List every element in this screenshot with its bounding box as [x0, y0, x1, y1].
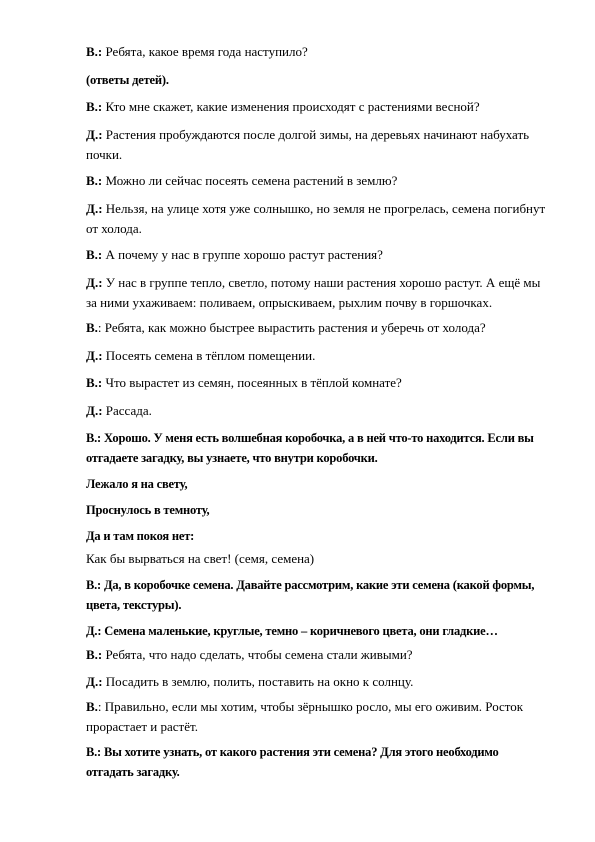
paragraph-23 — [86, 742, 546, 782]
paragraph-text: Растения пробуждаются после долгой зимы, на деревьях начинают набухать почки. — [86, 127, 530, 162]
paragraph-22 — [86, 697, 546, 737]
paragraph-13 — [86, 428, 546, 468]
paragraph-text: Ребята, какое время года наступило? — [102, 44, 308, 59]
paragraph-9 — [86, 318, 546, 338]
speaker-label: В.: — [86, 647, 103, 662]
paragraph-text: Хорошо. У меня есть волшебная коробочка, а в ней что-то находится. Если вы отгадаете загадку, вы узнаете, что внутри коробочки. — [86, 431, 534, 465]
paragraph-text: : Ребята, как можно быстрее вырастить растения и уберечь от холода? — [97, 320, 486, 335]
paragraph-text: (ответы детей). — [86, 73, 169, 87]
riddle-line-2 — [86, 500, 546, 520]
paragraph-text: У нас в группе тепло, светло, потому наши растения хорошо растут. А ещё мы за ними ухаживаем: поливаем, опрыскиваем, рыхлим почву в горшочках. — [86, 275, 541, 310]
speaker-label: В.: — [86, 578, 102, 592]
paragraph-text: Можно ли сейчас посеять семена растений в землю? — [102, 173, 398, 188]
speaker-label: В.: — [86, 745, 102, 759]
speaker-label: В.: — [86, 375, 103, 390]
paragraph-text: Посадить в землю, полить, поставить на окно к солнцу. — [102, 674, 414, 689]
paragraph-20 — [86, 645, 546, 665]
speaker-label: В.: — [86, 99, 103, 114]
paragraph-7 — [86, 245, 546, 265]
riddle-line-1 — [86, 474, 546, 494]
paragraph-5 — [86, 171, 546, 191]
speaker-label: В.: — [86, 431, 102, 445]
speaker-label: В. — [86, 320, 98, 335]
paragraph-text: Да, в коробочке семена. Давайте рассмотрим, какие эти семена (какой формы, цвета, текстуры). — [86, 578, 535, 612]
paragraph-text: Ребята, что надо сделать, чтобы семена стали живыми? — [102, 647, 413, 662]
paragraph-text: Кто мне скажет, какие изменения происходят с растениями весной? — [102, 99, 480, 114]
speaker-label: В. — [86, 699, 98, 714]
speaker-label: В.: — [86, 173, 103, 188]
speaker-label: В.: — [86, 44, 103, 59]
paragraph-12 — [86, 401, 546, 421]
paragraph-4 — [86, 125, 546, 165]
riddle-line-3 — [86, 526, 546, 546]
paragraph-text: Рассада. — [102, 403, 152, 418]
paragraph-21 — [86, 672, 546, 692]
riddle-line-4 — [86, 549, 546, 569]
paragraph-text: Вы хотите узнать, от какого растения эти семена? Для этого необходимо отгадать загадку. — [86, 745, 499, 779]
paragraph-text: Посеять семена в тёплом помещении. — [102, 348, 316, 363]
paragraph-19 — [86, 621, 546, 641]
speaker-label: Д.: — [86, 624, 102, 638]
paragraph-text: Проснулось в темноту, — [86, 503, 210, 517]
speaker-label: В.: — [86, 247, 103, 262]
paragraph-18 — [86, 575, 546, 615]
paragraph-8 — [86, 273, 546, 313]
paragraph-text: Нельзя, на улице хотя уже солнышко, но земля не прогрелась, семена погибнут от холода. — [86, 201, 546, 236]
paragraph-1 — [86, 42, 546, 62]
speaker-label: Д.: — [86, 674, 103, 689]
speaker-label: Д.: — [86, 275, 103, 290]
paragraph-text: Как бы вырваться на свет! (семя, семена) — [86, 551, 315, 566]
paragraph-10 — [86, 346, 546, 366]
paragraph-2 — [86, 70, 546, 90]
paragraph-text: Семена маленькие, круглые, темно – коричневого цвета, они гладкие… — [101, 624, 498, 638]
paragraph-text: Лежало я на свету, — [86, 477, 188, 491]
paragraph-text: Что вырастет из семян, посеянных в тёплой комнате? — [102, 375, 402, 390]
paragraph-6 — [86, 199, 546, 239]
speaker-label: Д.: — [86, 348, 103, 363]
paragraph-3 — [86, 97, 546, 117]
speaker-label: Д.: — [86, 127, 103, 142]
paragraph-text: А почему у нас в группе хорошо растут растения? — [102, 247, 383, 262]
paragraph-11 — [86, 373, 546, 393]
paragraph-text: Да и там покоя нет: — [86, 529, 195, 543]
paragraph-text: : Правильно, если мы хотим, чтобы зёрнышко росло, мы его оживим. Росток прорастает и растёт. — [86, 699, 524, 734]
speaker-label: Д.: — [86, 201, 103, 216]
speaker-label: Д.: — [86, 403, 103, 418]
